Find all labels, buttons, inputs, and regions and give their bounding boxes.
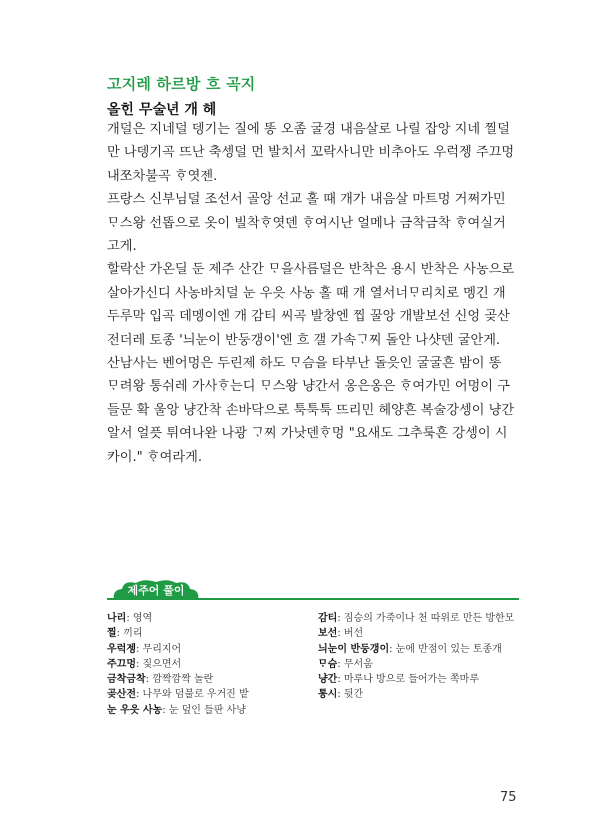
paragraph: 할락산 가온딜 둔 제주 산간 ᄆᆞ을사름덜은 반착은 용시 반착은 사농으로 살아가신디 사농바치덜 눈 우읏 사농 홀 때 개 열서너ᄆᆞ리치로 멩긴 개 두루막 입곡 데멩이엔 개 감티 씨곡 발창엔 찝 꿀앙 개발보선 신엉 곶산전더레 토종 '늬눈이 반둥갱이'엔 흐 갤 가속ᄀᆞ찌 돌안 나샷덴 굴안게. bbox=[107, 262, 515, 348]
glossary-item: 냥간: 마루나 방으로 들어가는 쪽마루 bbox=[318, 674, 479, 686]
glossary-tag bbox=[110, 578, 202, 600]
glossary-label: 제주어 풀이 bbox=[127, 584, 185, 597]
glossary-item: 통시: 뒷간 bbox=[318, 689, 364, 701]
glossary-divider bbox=[107, 598, 519, 600]
glossary-item: ᄆᆞ슴: 무서움 bbox=[318, 658, 373, 670]
glossary-item: 눈 우읏 사농: 눈 덮인 들판 사냥 bbox=[107, 704, 246, 716]
body-text bbox=[107, 118, 515, 469]
glossary-item: 보선: 버선 bbox=[318, 628, 364, 640]
glossary-item: 우럭젱: 무리지어 bbox=[107, 643, 182, 655]
paragraph: 산남사는 벤어멍은 두린제 하도 ᄆᆞ슴을 타부난 돌읏인 굴굴흔 밤이 똥 ᄆᆞ려왕 통쉬레 가사ᄒᆞ는디 ᄆᆞ스왕 냥간서 옹은옹은 ᄒᆞ여가민 어멍이 구들문 확 울앙 냥간착 손바닥으로 툭툭툭 뜨리민 헤양흔 복술강셍이 냥간 알서 얼픗 튀여나완 나광 ᄀᆞ찌 가낫덴ᄒᆞ멍 "요새도 그추룩흔 강셍이 시카이." ᄒᆞ여라게. bbox=[107, 356, 515, 465]
glossary-item: 찔: 끼리 bbox=[107, 628, 143, 640]
paragraph: 프랑스 신부님덜 조선서 골앙 선교 홀 때 개가 내음살 마트멍 거쩌가민 ᄆᆞ스왕 선똡으로 옷이 빌착ᄒᆞ엿덴 ᄒᆞ여시난 얼메나 금착금착 ᄒᆞ여실거고게. bbox=[107, 192, 506, 255]
glossary-item: 금착금착: 깜짝깜짝 놀란 bbox=[107, 674, 214, 686]
section-subtitle: 올힌 무술년 개 헤 bbox=[107, 102, 217, 118]
paragraph: 개덜은 지네덜 뎅기는 질에 똥 오좀 굴경 내음살로 나릴 잡앙 지네 찔덜만 나뎅기곡 뜨난 축셍덜 먼 발치서 꼬락사니만 비추아도 우럭젱 주끄멍 내쪼차불곡 ᄒᆞ엿젠. bbox=[107, 122, 515, 184]
section-title: 고지레 하르방 흐 곡지 bbox=[107, 75, 256, 93]
glossary-item: 주끄멍: 짖으면서 bbox=[107, 658, 182, 670]
glossary-item: 나리: 영역 bbox=[107, 613, 153, 624]
glossary-item: 늬눈이 반둥갱이: 눈에 반점이 있는 토종개 bbox=[318, 643, 502, 655]
glossary-column-right bbox=[318, 611, 523, 703]
page-number: 75 bbox=[500, 790, 517, 805]
glossary-item: 감티: 짐승의 가죽이나 천 따위로 만든 방한모 bbox=[318, 613, 515, 624]
glossary-item: 곶산전: 나무와 덤불로 우거진 밭 bbox=[107, 689, 249, 701]
glossary-column-left bbox=[107, 611, 307, 718]
